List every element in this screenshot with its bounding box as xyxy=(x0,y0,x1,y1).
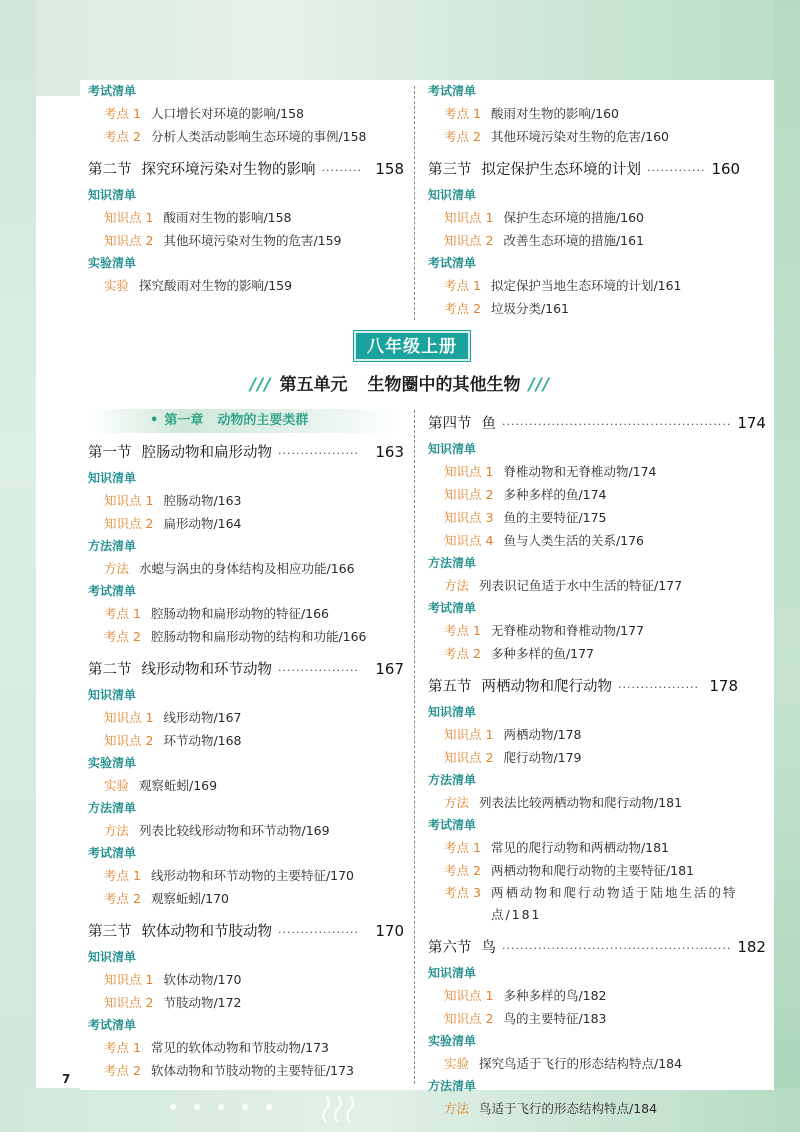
toc-entry[interactable]: 实验 观察蚯蚓/169 xyxy=(104,778,218,793)
toc-entry[interactable]: 考点 1 无脊椎动物和脊椎动物/177 xyxy=(444,623,645,638)
section-heading[interactable]: 第二节 探究环境污染对生物的影响 ········· 158 xyxy=(88,160,404,178)
exam-list-heading: 考试清单 xyxy=(88,84,137,98)
exam-list-heading: 考试清单 xyxy=(428,256,477,270)
toc-entry[interactable]: 方法 列表识记鱼适于水中生活的特征/177 xyxy=(444,578,683,593)
toc-entry[interactable]: 知识点 2 鸟的主要特征/183 xyxy=(444,1011,607,1026)
method-list-heading: 方法清单 xyxy=(428,1079,477,1093)
toc-entry[interactable]: 知识点 1 线形动物/167 xyxy=(104,710,242,725)
toc-entry[interactable]: 知识点 3 鱼的主要特征/175 xyxy=(444,510,607,525)
toc-entry[interactable]: 知识点 2 扁形动物/164 xyxy=(104,516,242,531)
toc-entry[interactable]: 知识点 4 鱼与人类生活的关系/176 xyxy=(444,533,645,548)
knowledge-list-heading: 知识清单 xyxy=(428,442,477,456)
toc-entry[interactable]: 方法 列表比较线形动物和环节动物/169 xyxy=(104,823,330,838)
toc-entry[interactable]: 知识点 1 保护生态环境的措施/160 xyxy=(444,210,645,225)
footer-dots-decoration xyxy=(170,1095,290,1114)
toc-entry[interactable]: 知识点 2 其他环境污染对生物的危害/159 xyxy=(104,233,342,248)
exam-list-heading: 考试清单 xyxy=(428,84,477,98)
toc-entry[interactable]: 知识点 2 环节动物/168 xyxy=(104,733,242,748)
left-margin-band xyxy=(0,0,36,1132)
experiment-list-heading: 实验清单 xyxy=(88,756,137,770)
toc-entry[interactable]: 知识点 2 爬行动物/179 xyxy=(444,750,582,765)
toc-entry[interactable]: 知识点 1 腔肠动物/163 xyxy=(104,493,242,508)
knowledge-list-heading: 知识清单 xyxy=(88,688,137,702)
toc-entry[interactable]: 实验 探究酸雨对生物的影响/159 xyxy=(104,278,293,293)
knowledge-list-heading: 知识清单 xyxy=(428,188,477,202)
section-heading[interactable]: 第四节 鱼 ··················································· 174 xyxy=(428,414,766,432)
bottom-left-column xyxy=(88,409,404,1082)
top-left-column xyxy=(88,80,404,297)
toc-entry[interactable]: 知识点 2 多种多样的鱼/174 xyxy=(444,487,607,502)
footer-wave-decoration xyxy=(320,1094,370,1124)
toc-entry[interactable]: 考点 1 人口增长对环境的影响/158 xyxy=(104,106,305,121)
toc-entry[interactable]: 知识点 1 软体动物/170 xyxy=(104,972,242,987)
method-list-heading: 方法清单 xyxy=(428,773,477,787)
toc-entry[interactable]: 考点 1 线形动物和环节动物的主要特征/170 xyxy=(104,868,355,883)
toc-entry[interactable]: 方法 鸟适于飞行的形态结构特点/184 xyxy=(444,1101,658,1116)
toc-entry[interactable]: 考点 1 常见的爬行动物和两栖动物/181 xyxy=(444,840,670,855)
bottom-right-column xyxy=(428,402,766,1120)
section-heading[interactable]: 第二节 线形动物和环节动物 ·················· 167 xyxy=(88,660,404,678)
toc-entry[interactable]: 考点 2 两栖动物和爬行动物的主要特征/181 xyxy=(444,863,695,878)
toc-entry[interactable]: 知识点 1 两栖动物/178 xyxy=(444,727,582,742)
exam-list-heading: 考试清单 xyxy=(428,818,477,832)
toc-entry[interactable]: 考点 2 垃圾分类/161 xyxy=(444,301,570,316)
toc-entry[interactable]: 知识点 2 改善生态环境的措施/161 xyxy=(444,233,645,248)
experiment-list-heading: 实验清单 xyxy=(88,256,137,270)
toc-entry[interactable]: 知识点 2 节肢动物/172 xyxy=(104,995,242,1010)
toc-entry[interactable]: 考点 2 观察蚯蚓/170 xyxy=(104,891,230,906)
column-divider-top xyxy=(414,86,415,320)
chapter-banner[interactable]: • 第一章 动物的主要类群 xyxy=(88,409,404,433)
section-heading[interactable]: 第六节 鸟 ··················································· 182 xyxy=(428,938,766,956)
grade-badge: 八年级上册 xyxy=(354,331,470,361)
toc-entry[interactable]: 考点 1 拟定保护当地生态环境的计划/161 xyxy=(444,278,682,293)
toc-entry[interactable]: 知识点 1 多种多样的鸟/182 xyxy=(444,988,607,1003)
exam-list-heading: 考试清单 xyxy=(88,846,137,860)
toc-entry[interactable]: 考点 1 酸雨对生物的影响/160 xyxy=(444,106,620,121)
toc-entry[interactable]: 方法 列表法比较两栖动物和爬行动物/181 xyxy=(444,795,683,810)
knowledge-list-heading: 知识清单 xyxy=(428,705,477,719)
section-heading[interactable]: 第三节 拟定保护生态环境的计划 ············· 160 xyxy=(428,160,741,178)
unit-title: /// 第五单元 生物圈中的其他生物 /// xyxy=(249,375,551,395)
section-heading[interactable]: 第一节 腔肠动物和扁形动物 ·················· 163 xyxy=(88,443,404,461)
toc-entry[interactable]: 考点 2 腔肠动物和扁形动物的结构和功能/166 xyxy=(104,629,367,644)
toc-entry[interactable]: 实验 探究鸟适于飞行的形态结构特点/184 xyxy=(444,1056,683,1071)
toc-entry[interactable]: 考点 1 腔肠动物和扁形动物的特征/166 xyxy=(104,606,330,621)
toc-entry[interactable]: 知识点 1 脊椎动物和无脊椎动物/174 xyxy=(444,464,657,479)
knowledge-list-heading: 知识清单 xyxy=(88,471,137,485)
right-margin-band xyxy=(774,0,800,1132)
toc-entry[interactable]: 考点 2 其他环境污染对生物的危害/160 xyxy=(444,129,670,144)
experiment-list-heading: 实验清单 xyxy=(428,1034,477,1048)
method-list-heading: 方法清单 xyxy=(88,539,137,553)
section-heading[interactable]: 第五节 两栖动物和爬行动物 ·················· 178 xyxy=(428,677,738,695)
knowledge-list-heading: 知识清单 xyxy=(88,188,137,202)
toc-entry[interactable]: 考点 2 软体动物和节肢动物的主要特征/173 xyxy=(104,1063,355,1078)
toc-entry[interactable]: 考点 1 常见的软体动物和节肢动物/173 xyxy=(104,1040,330,1055)
section-heading[interactable]: 第三节 软体动物和节肢动物 ·················· 170 xyxy=(88,922,404,940)
exam-list-heading: 考试清单 xyxy=(428,601,477,615)
exam-list-heading: 考试清单 xyxy=(88,1018,137,1032)
page-number: 7 xyxy=(62,1072,71,1086)
method-list-heading: 方法清单 xyxy=(428,556,477,570)
toc-entry[interactable]: 方法 水螅与涡虫的身体结构及相应功能/166 xyxy=(104,561,355,576)
method-list-heading: 方法清单 xyxy=(88,801,137,815)
toc-entry[interactable]: 考点 2 分析人类活动影响生态环境的事例/158 xyxy=(104,129,367,144)
toc-entry[interactable]: 知识点 1 酸雨对生物的影响/158 xyxy=(104,210,292,225)
top-right-column xyxy=(428,80,741,320)
toc-entry[interactable]: 考点 3 两栖动物和爬行动物适于陆地生活的特点/181 xyxy=(444,885,738,922)
knowledge-list-heading: 知识清单 xyxy=(88,950,137,964)
toc-entry[interactable]: 考点 2 多种多样的鱼/177 xyxy=(444,646,595,661)
column-divider-bottom xyxy=(414,410,415,1084)
knowledge-list-heading: 知识清单 xyxy=(428,966,477,980)
exam-list-heading: 考试清单 xyxy=(88,584,137,598)
